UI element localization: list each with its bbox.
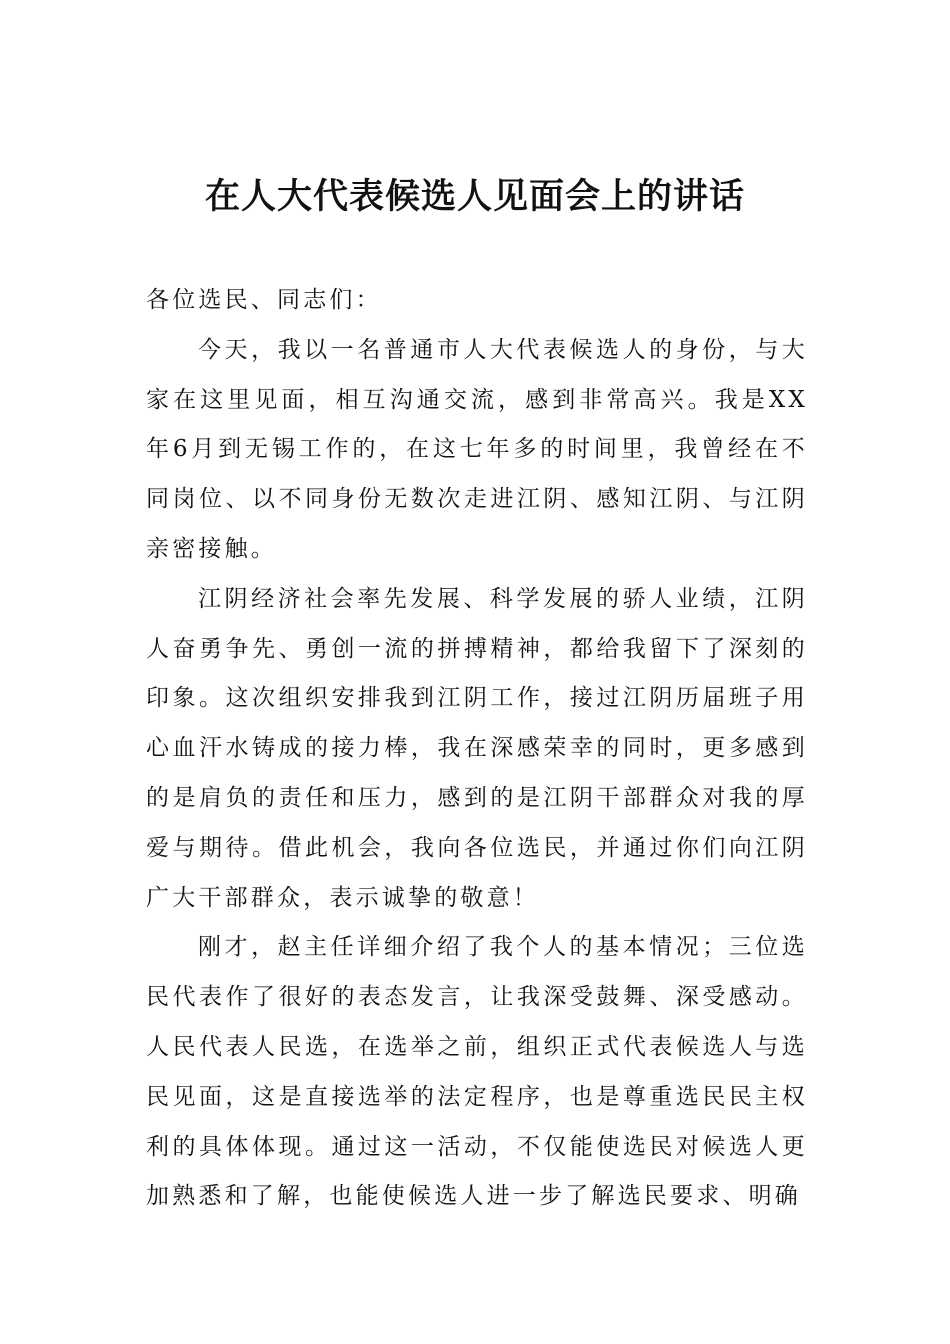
paragraph-2: 江阴经济社会率先发展、科学发展的骄人业绩，江阴人奋勇争先、勇创一流的拼搏精神，都给我留下了深刻的印象。这次组织安排我到江阴工作，接过江阴历届班子用心血汗水铸成的接力棒，我在深感荣幸的同时，更多感到的是肩负的责任和压力，感到的是江阴干部群众对我的厚爱与期待。借此机会，我向各位选民，并通过你们向江阴广大干部群众，表示诚挚的敬意！	[146, 585, 808, 911]
paragraph-1: 今天，我以一名普通市人大代表候选人的身份，与大家在这里见面，相互沟通交流，感到非常高兴。我是XX年6月到无锡工作的，在这七年多的时间里，我曾经在不同岗位、以不同身份无数次走进江阴、感知江阴、与江阴亲密接触。	[146, 336, 808, 562]
paragraph-3: 刚才，赵主任详细介绍了我个人的基本情况；三位选民代表作了很好的表态发言，让我深受鼓舞、深受感动。人民代表人民选，在选举之前，组织正式代表候选人与选民见面，这是直接选举的法定程序，也是尊重选民民主权利的具体体现。通过这一活动，不仅能使选民对候选人更加熟悉和了解，也能使候选人进一步了解选民要求、明确	[146, 934, 808, 1210]
document-body	[146, 276, 808, 1222]
greeting-line: 各位选民、同志们：	[146, 287, 382, 313]
document-title: 在人大代表候选人见面会上的讲话	[204, 176, 745, 217]
